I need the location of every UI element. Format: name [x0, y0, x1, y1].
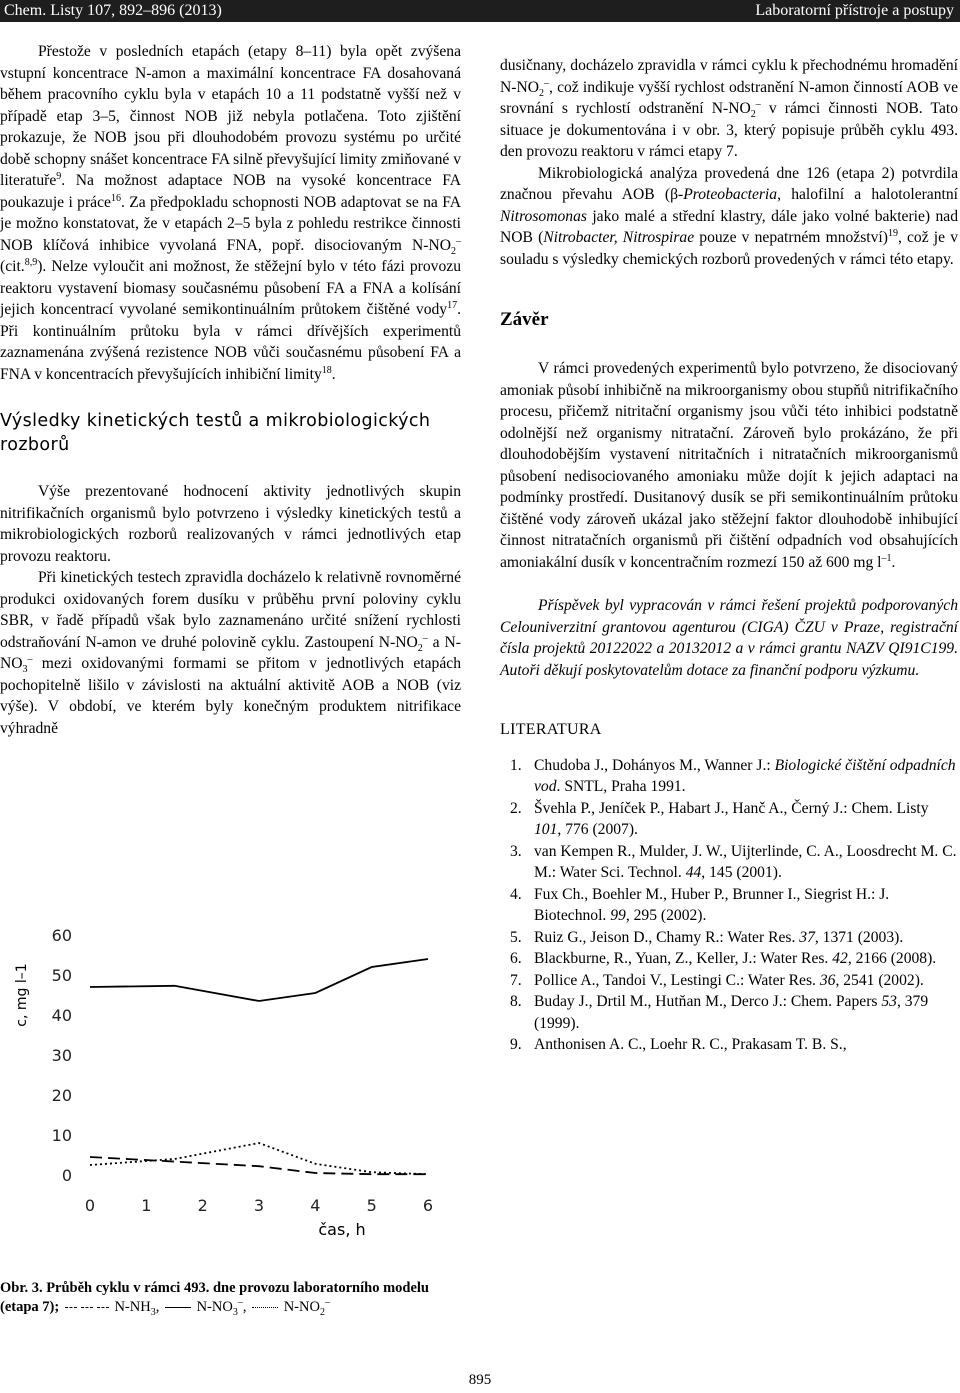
figure-caption: Obr. 3. Průběh cyklu v rámci 493. dne provozu laboratorního modelu (etapa 7); $N-NH_3$, $N-NO_3^-$, $N-NO_2^-$ — [0, 1280, 429, 1318]
reference-list — [500, 755, 958, 1056]
journal-citation: Chem. Listy 107, 892–896 (2013) — [4, 2, 222, 19]
page-number: 895 — [468, 1372, 492, 1388]
series-line — [90, 959, 428, 1001]
reference-number: 3. — [510, 842, 522, 860]
x-tick-label: 6 — [422, 1196, 434, 1215]
right-column — [500, 55, 958, 1056]
section-name: Laboratorní přístroje a postupy — [755, 2, 954, 19]
y-tick-label: 40 — [51, 1006, 72, 1025]
paragraph: Výše prezentované hodnocení aktivity jednotlivých skupin nitrifikačních organismů bylo potvrzeno i výsledky kinetických testů a mikrobiologických rozborů realizovaných v rámci jednotlivých etap provozu reaktoru. — [0, 483, 461, 565]
reference-number: 1. — [510, 756, 522, 774]
series-line — [90, 1157, 428, 1174]
x-tick-label: 1 — [141, 1196, 152, 1215]
y-tick-label: 0 — [61, 1166, 72, 1185]
references-heading: LITERATURA — [500, 721, 602, 738]
reference-item: 5. Ruiz G., Jeison D., Chamy R.: Water Res. 37, 1371 (2003). — [500, 927, 958, 949]
section-heading-conclusion: Závěr — [500, 309, 549, 330]
reference-number: 2. — [510, 799, 522, 817]
x-tick-label: 4 — [310, 1196, 321, 1215]
y-tick-label: 10 — [51, 1126, 72, 1145]
reference-number: 4. — [510, 885, 522, 903]
paragraph: dusičnany, docházelo zpravidla v rámci cyklu k přechodnému hromadění $N-NO_2^-$, což indikuje vyšší rychlost odstranění N-amon činností AOB ve srovnání s rychlostí odstranění $N-NO_2^-$ v rámci činnosti NOB. Tato situace je dokumentována i v obr. 3, který popisuje průběh cyklu 493. den provozu reaktoru v rámci etapy 7. — [500, 57, 958, 160]
paragraph: V rámci provedených experimentů bylo potvrzeno, že disociovaný amoniak působí inhibičně na mikroorganismy obou stupňů nitrifikačního procesu, přičemž nitritační organismy jsou vůči této inhibici podstatně odolnější než organismy nitratační. Zároveň bylo prokázáno, že při dlouhodobějším vystavení nitritačních i nitratačních mikroorganismů působení nedisociovaného amoniaku může dojít k jejich adaptaci na podmínky prostředí. Dusitanový dusík se při semikontinuálním průtoku čištěné vody zároveň ukázal jako stěžejní faktor dlouhodobě inhibující činnost nitratačních organismů při čištění odpadních vod obsahujících amoniakální dusík v koncentračním rozmezí 150 až 600 mg $l^{-1}$. — [500, 360, 958, 571]
x-axis-label: čas, h — [318, 1220, 366, 1239]
legend-dashed-icon — [81, 1307, 93, 1308]
reference-item: 2. Švehla P., Jeníček P., Habart J., Hanč A., Černý J.: Chem. Listy 101, 776 (2007). — [510, 799, 929, 838]
reference-number: 5. — [510, 928, 522, 946]
paragraph: Při kinetických testech zpravidla docházelo k relativně rovnoměrné produkci oxidovaných forem dusíku v průběhu první poloviny cyklu SBR, v řadě případů však bylo zaznamenáno určité snížení rychlosti odstraňování N-amon ve druhé polovině cyklu. Zastoupení $N-NO_2^-$ a $N-NO_3^-$ mezi oxidovanými formami se přitom v jednotlivých etapách pochopitelně lišilo v závislosti na aktuální aktivitě AOB a NOB (viz výše). V období, ve kterém byly konečným produktem nitrifikace výhradně — [0, 569, 461, 737]
y-axis-label: c, mg l–1 — [14, 963, 30, 1027]
y-tick-label: 30 — [51, 1046, 72, 1065]
reference-number: 8. — [510, 993, 522, 1010]
reference-item: 7. Pollice A., Tandoi V., Lestingi C.: Water Res. 36, 2541 (2002). — [500, 970, 958, 992]
left-column — [0, 41, 461, 739]
reference-number: 7. — [510, 971, 522, 989]
y-tick-label: 50 — [51, 966, 72, 985]
line-chart — [0, 900, 470, 1260]
x-tick-label: 3 — [253, 1196, 265, 1215]
reference-item: 6. Blackburne, R., Yuan, Z., Keller, J.: Water Res. 42, 2166 (2008). — [500, 948, 958, 970]
x-tick-label: 2 — [197, 1196, 208, 1215]
paragraph: Mikrobiologická analýza provedená dne 126 (etapa 2) potvrdila značnou převahu AOB (β-Proteobacteria, halofilní a halotolerantní Nitrosomonas jako malé a střední klastry, dále jako volné bakterie) nad NOB (Nitrobacter, Nitrospirae pouze v nepatrném množství)$^{19}$, což je v souladu s výsledky chemických rozborů provedených v rámci této etapy. — [500, 164, 958, 268]
reference-item: 3. van Kempen R., Mulder, J. W., Uijterlinde, C. A., Loosdrecht M. C. M.: Water Sci. Technol. 44, 145 (2001). — [510, 842, 957, 881]
reference-item: 4. Fux Ch., Boehler M., Huber P., Brunner I., Siegrist H.: J. Biotechnol. 99, 295 (2002). — [510, 885, 890, 924]
legend-label: N-NO — [283, 1299, 320, 1315]
legend-dashed-icon — [97, 1307, 109, 1308]
reference-number: 9. — [510, 1036, 522, 1053]
legend-label: N-NH — [114, 1299, 151, 1315]
legend-label: N-NO — [196, 1299, 233, 1315]
legend-solid-icon — [165, 1307, 191, 1308]
x-tick-label: 5 — [366, 1196, 377, 1215]
reference-item: 9. Anthonisen A. C., Loehr R. C., Prakasam T. B. S., — [500, 1034, 958, 1056]
section-heading-results: Výsledky kinetických testů a mikrobiologických rozborů — [0, 411, 431, 455]
x-tick-label: 0 — [84, 1196, 96, 1215]
reference-item: 1. Chudoba J., Dohányos M., Wanner J.: Biologické čištění odpadních vod. SNTL, Praha 1991. — [510, 756, 956, 795]
paragraph: Přestože v posledních etapách (etapy 8–11) byla opět zvýšena vstupní koncentrace N-amon a maximální koncentrace FA dosahovaná během pracovního cyklu byla v etapách 10 a 11 podstatně vyšší než v případě etap 3–5, činnost NOB již nebyla potlačena. Toto zjištění prokazuje, že NOB jsou při dlouhodobém provozu systému po určité době schopny snášet koncentrace FA silně převyšující limity zmiňované v literatuře$^9$. Na možnost adaptace NOB na vysoké koncentrace FA poukazuje i práce$^{16}$. Za předpokladu schopnosti NOB adaptovat se na FA je možno konstatovat, že v etapách 2–5 byla z pohledu restrikce činnosti NOB klíčová inhibice vyvolaná FNA, popř. disociovaným $N-NO_2^-$ (cit.$^{8,9}$). Nelze vyloučit ani možnost, že stěžejní bylo v této fázi provozu reaktoru vystavení biomasy současnému působení FA a FNA a kolísání jejich koncentrací vyvolané semikontinuálním průtokem čištěné vody$^{17}$. Při kontinuálním průtoku byla v rámci dřívějších experimentů zaznamenána zvýšená rezistence NOB vůči současnému působení FA a FNA v koncentracích převyšujících inhibiční limity$^{18}$. — [0, 43, 461, 383]
running-header — [0, 0, 960, 22]
legend-dashed-icon — [65, 1307, 77, 1308]
reference-number: 6. — [510, 950, 522, 967]
legend-dotted-icon — [252, 1307, 278, 1308]
series-line — [90, 1143, 428, 1174]
reference-item: 8. Buday J., Drtil M., Hutňan M., Derco J.: Chem. Papers 53, 379 (1999). — [510, 993, 929, 1032]
y-tick-label: 60 — [51, 926, 72, 945]
y-tick-label: 20 — [51, 1086, 72, 1105]
figure-3 — [0, 900, 470, 1260]
acknowledgement: Příspěvek byl vypracován v rámci řešení projektů podporovaných Celouniverzitní grantovou agenturou (CIGA) ČZU v Praze, registrační čísla projektů 20122022 a 20132012 a v rámci grantu NAZV QI91C199. Autoři děkují poskytovatelům dotace za finanční podporu výzkumu. — [500, 597, 958, 679]
